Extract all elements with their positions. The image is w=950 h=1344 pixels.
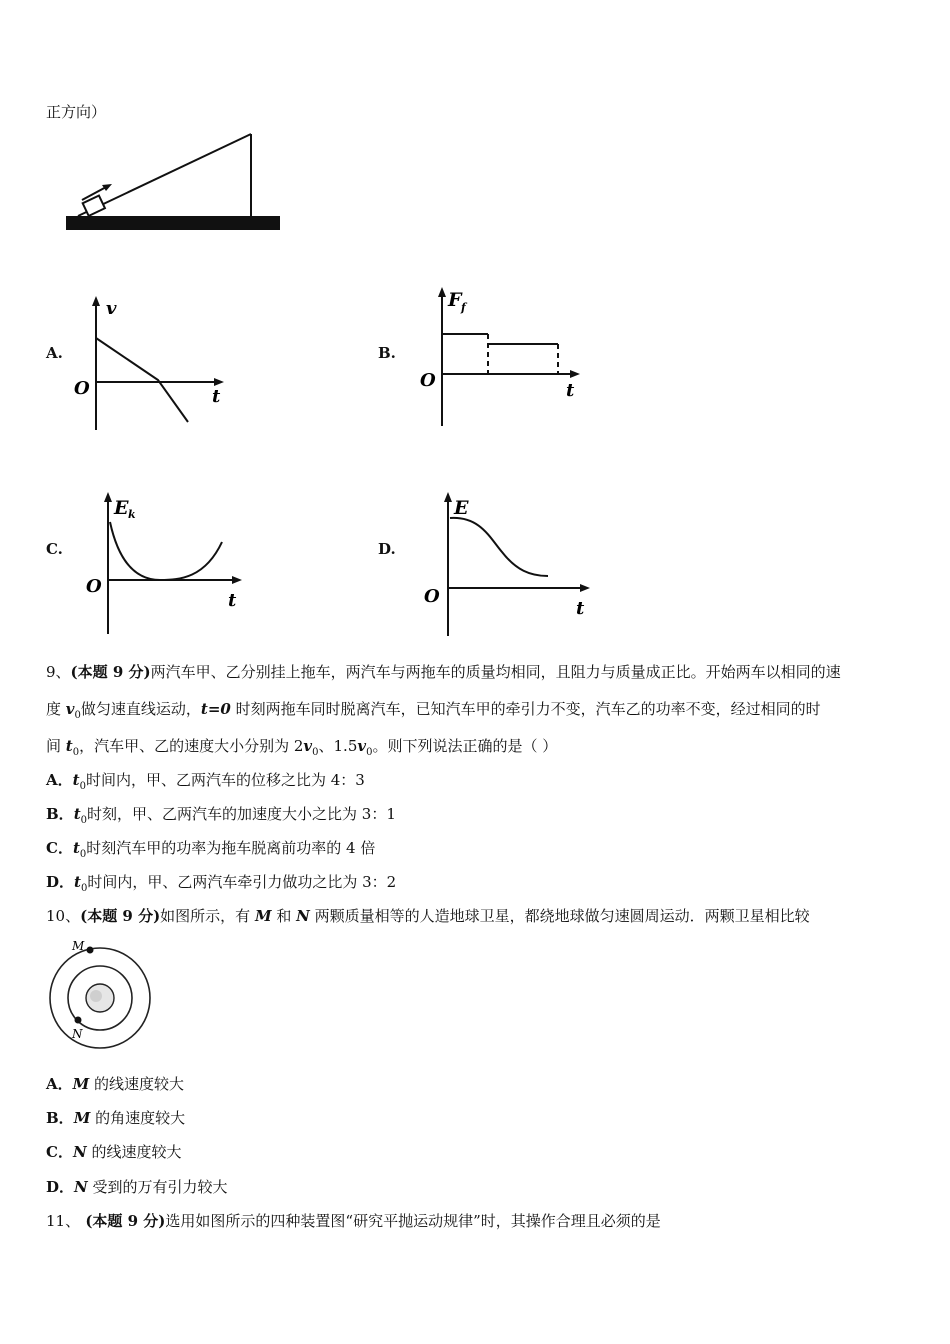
x-axis-arrow: [570, 370, 580, 378]
q9-option-d[interactable]: D．$t_0$时间内，甲、乙两汽车牵引力做功之比为 3：2: [46, 873, 397, 894]
previous-question-tail: 正方向）: [46, 103, 107, 121]
q10-option-d[interactable]: D．N 受到的万有引力较大: [46, 1178, 228, 1196]
ek-t-curve: [110, 522, 222, 580]
q10-stem: 10、(本题 9 分)如图所示，有 M 和 N 两颗质量相等的人造地球卫星，都绕地球做匀速圆周运动．两颗卫星相比较: [46, 907, 810, 925]
q10-option-b[interactable]: B．M 的角速度较大: [46, 1109, 186, 1127]
v-t-curve: [96, 338, 188, 422]
q9-stem-line-1: 9、(本题 9 分)两汽车甲、乙分别挂上拖车，两汽车与两拖车的质量均相同，且阻力与质量成正比。开始两车以相同的速: [46, 663, 841, 681]
y-axis-arrow: [104, 492, 112, 502]
satellite-m-label: M: [72, 939, 85, 953]
axis-label-ek: E: [114, 497, 129, 519]
axis-label-v: v: [106, 298, 117, 319]
axis-label-f: F: [448, 289, 462, 311]
satellite-n-label: N: [72, 1027, 83, 1041]
q8-option-d-graph[interactable]: [420, 488, 600, 638]
orbit-diagram: [44, 936, 160, 1052]
axis-label-t: t: [212, 386, 221, 407]
satellite-n: [75, 1017, 82, 1024]
origin-label: O: [424, 586, 440, 607]
x-axis-arrow: [214, 378, 224, 386]
axis-label-t: t: [228, 590, 237, 611]
q9-option-b[interactable]: B．$t_0$时刻，甲、乙两汽车的加速度大小之比为 3：1: [46, 805, 396, 826]
q8-option-a-label[interactable]: A.: [46, 344, 63, 362]
satellite-m: [87, 947, 94, 954]
axis-label-t: t: [576, 598, 585, 619]
x-axis-arrow: [580, 584, 590, 592]
q9-option-a[interactable]: A．$t_0$时间内，甲、乙两汽车的位移之比为 4：3: [46, 771, 365, 792]
y-axis-arrow: [444, 492, 452, 502]
q9-stem-line-2: 度 $v_0$做匀速直线运动，t=0 时刻两拖车同时脱离汽车，已知汽车甲的牵引力不变，汽车乙的功率不变，经过相同的时: [46, 700, 821, 721]
origin-label: O: [74, 378, 90, 399]
q10-option-c[interactable]: C．N 的线速度较大: [46, 1143, 182, 1161]
axis-label-t: t: [566, 380, 575, 401]
q11-stem: 11、 (本题 9 分)选用如图所示的四种装置图“研究平抛运动规律”时，其操作合理且必须的是: [46, 1212, 661, 1230]
axis-label-e: E: [454, 497, 469, 519]
q8-option-c-graph[interactable]: [80, 488, 260, 638]
origin-label: O: [420, 370, 436, 391]
axis-label-f-sub: f: [461, 301, 466, 314]
incline-diagram: [60, 130, 290, 240]
q8-option-b-graph[interactable]: [414, 284, 594, 434]
y-axis-arrow: [438, 287, 446, 297]
x-axis-arrow: [232, 576, 242, 584]
earth-shade: [90, 990, 102, 1002]
q8-option-c-label[interactable]: C.: [46, 540, 63, 558]
q8-option-b-label[interactable]: B.: [378, 344, 396, 362]
q9-option-c[interactable]: C．$t_0$时刻汽车甲的功率为拖车脱离前功率的 4 倍: [46, 839, 376, 860]
ground-bar: [66, 216, 280, 230]
q8-option-a-graph[interactable]: [68, 294, 238, 434]
q8-option-d-label[interactable]: D.: [378, 540, 396, 558]
origin-label: O: [86, 576, 102, 597]
q10-option-a[interactable]: A．M 的线速度较大: [46, 1075, 185, 1093]
incline-surface: [78, 134, 251, 216]
e-t-curve: [450, 518, 548, 576]
axis-label-ek-sub: k: [128, 508, 136, 521]
y-axis-arrow: [92, 296, 100, 306]
q9-stem-line-3: 间 $t_0$，汽车甲、乙的速度大小分别为 $2v_0$、$1.5v_0$。则下列说法正确的是（ ）: [46, 737, 558, 758]
